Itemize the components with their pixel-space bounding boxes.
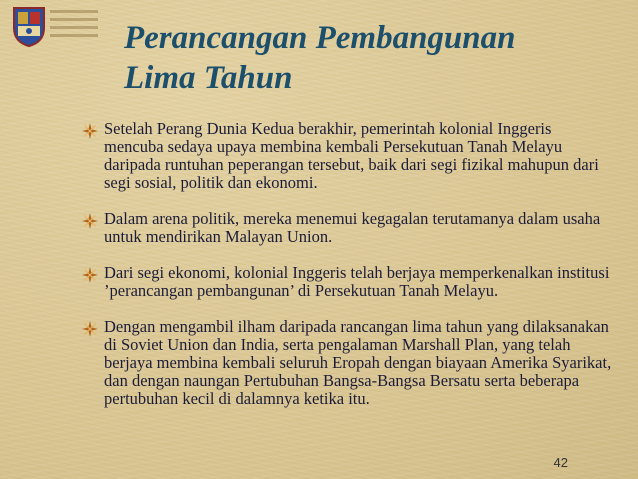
bullet-text: Dengan mengambil ilham daripada rancangan lima tahun yang dilaksanakan di Soviet Union dan India, serta pengalaman Marshall Plan, yang telah berjaya membina kembali seluruh Eropah dengan biayaan Amerika Syarikat, dan dengan naungan Pertubuhan Bangsa-Bangsa Bersatu serta beberapa pertubuhan kecil di dalamnya ketika itu. xyxy=(104,317,612,408)
page-number: 42 xyxy=(553,455,568,470)
bullet-text: Dari segi ekonomi, kolonial Inggeris telah berjaya memperkenalkan institusi ’perancangan pembangunan’ di Persekutuan Tanah Melayu. xyxy=(104,263,610,300)
slide-title xyxy=(124,18,624,98)
sparkle-bullet-icon xyxy=(82,213,98,229)
sparkle-bullet-icon xyxy=(82,321,98,337)
bullet-item xyxy=(82,210,612,246)
title-line-2: Lima Tahun xyxy=(124,60,293,96)
university-logo xyxy=(10,4,100,50)
bullet-text: Dalam arena politik, mereka menemui kegagalan terutamanya dalam usaha untuk mendirikan Malayan Union. xyxy=(104,209,601,246)
bullet-item xyxy=(82,264,612,300)
title-line-1: Perancangan Pembangunan xyxy=(124,20,516,56)
crest-icon xyxy=(10,4,48,48)
bullet-text: Setelah Perang Dunia Kedua berakhir, pemerintah kolonial Inggeris mencuba sedaya upaya membina kembali Persekutuan Tanah Melayu daripada runtuhan peperangan tersebut, baik dari segi fizikal mahupun dari segi sosial, politik dan ekonomi. xyxy=(104,119,599,192)
bullet-list xyxy=(82,120,612,426)
logo-text xyxy=(50,10,98,42)
bullet-item xyxy=(82,318,612,408)
sparkle-bullet-icon xyxy=(82,267,98,283)
bullet-item xyxy=(82,120,612,192)
sparkle-bullet-icon xyxy=(82,123,98,139)
